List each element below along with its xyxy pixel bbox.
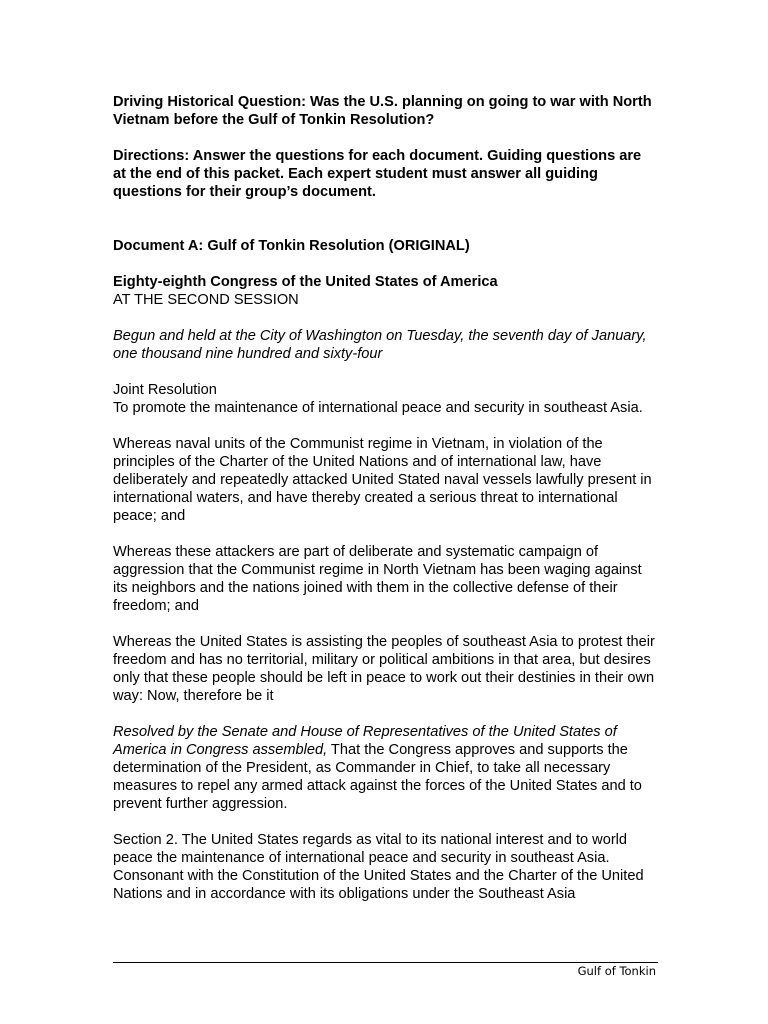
section-2-paragraph: Section 2. The United States regards as vital to its national interest and to world peace the maintenance of international peace and security in southeast Asia. Consonant with the Constitution of the United States and the Charter of the United Nations and in accordance with its obligations under the Southeast Asia [113,832,644,902]
begun-held-line: Begun and held at the City of Washington on Tuesday, the seventh day of January, one thousand nine hundred and sixty-four [113,328,647,362]
document-page [113,93,658,903]
driving-question: Driving Historical Question: Was the U.S. planning on going to war with North Vietnam before the Gulf of Tonkin Resolution? [113,94,652,128]
joint-resolution-label: Joint Resolution [113,382,217,398]
whereas-paragraph-1: Whereas naval units of the Communist regime in Vietnam, in violation of the principles of the Charter of the United Nations and of international law, have deliberately and repeatedly attacked United Stated naval vessels lawfully present in international waters, and have thereby created a serious threat to international peace; and [113,436,652,524]
whereas-paragraph-2: Whereas these attackers are part of deliberate and systematic campaign of aggression that the Communist regime in North Vietnam has been waging against its neighbors and the nations joined with them in the collective defense of their freedom; and [113,544,642,614]
whereas-paragraph-3: Whereas the United States is assisting the peoples of southeast Asia to protest their freedom and has no territorial, military or political ambitions in that area, but desires only that these people should be left in peace to work out their destinies in their own way: Now, therefore be it [113,634,655,704]
resolved-clause: Resolved by the Senate and House of Representatives of the United States of America in Congress assembled, [113,724,617,758]
directions: Directions: Answer the questions for each document. Guiding questions are at the end of this packet. Each expert student must answer all guiding questions for their group’s document. [113,148,642,200]
footer-divider [113,962,658,963]
congress-title: Eighty-eighth Congress of the United States of America [113,274,498,290]
session-line: AT THE SECOND SESSION [113,292,299,308]
resolved-paragraph [113,723,658,813]
footer-label: Gulf of Tonkin [577,964,656,978]
document-heading: Document A: Gulf of Tonkin Resolution (ORIGINAL) [113,238,470,254]
joint-resolution-purpose: To promote the maintenance of international peace and security in southeast Asia. [113,400,643,416]
resolved-body: That the Congress approves and supports the determination of the President, as Commander in Chief, to take all necessary measures to repel any armed attack against the forces of the United States and to prevent further aggression. [113,742,642,812]
